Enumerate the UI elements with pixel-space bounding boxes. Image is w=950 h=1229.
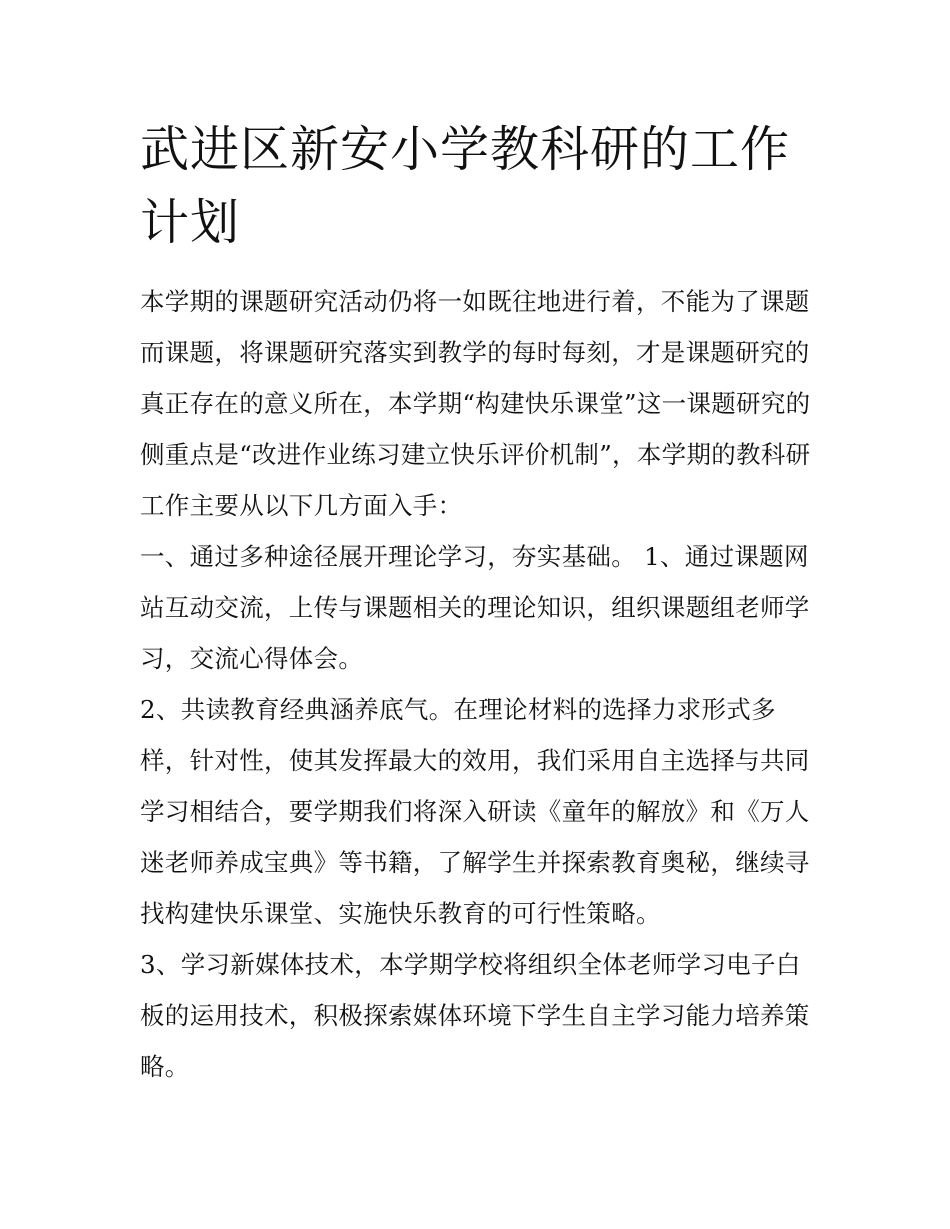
text-line: 工作主要从以下几方面入手：	[140, 491, 463, 520]
document-title	[140, 113, 840, 259]
title-line: 计划	[140, 194, 241, 251]
paragraph-section-1	[140, 537, 840, 690]
text-line: 一、通过多种途径展开理论学习，夯实基础。 1、通过课题网	[140, 542, 809, 571]
text-line: 2、共读教育经典涵养底气。在理论材料的选择力求形式多	[140, 695, 776, 724]
text-line: 本学期的课题研究活动仍将一如既往地进行着，不能为了课题	[140, 287, 810, 316]
text-line: 3、学习新媒体技术，本学期学校将组织全体老师学习电子白	[140, 950, 801, 979]
text-line: 迷老师养成宝典》等书籍，了解学生并探索教育奥秘，继续寻	[140, 848, 810, 877]
text-line: 站互动交流，上传与课题相关的理论知识，组织课题组老师学	[140, 593, 810, 622]
text-line: 侧重点是“改进作业练习建立快乐评价机制”，本学期的教科研	[140, 440, 811, 469]
text-line: 找构建快乐课堂、实施快乐教育的可行性策略。	[140, 899, 661, 928]
text-line: 而课题，将课题研究落实到教学的每时每刻，才是课题研究的	[140, 338, 810, 367]
text-line: 学习相结合，要学期我们将深入研读《童年的解放》和《万人	[140, 797, 810, 826]
title-line: 武进区新安小学教科研的工作	[140, 121, 791, 178]
text-line: 略。	[140, 1052, 190, 1081]
document-body	[140, 282, 840, 1098]
paragraph-item-2	[140, 690, 840, 945]
text-line: 习，交流心得体会。	[140, 644, 364, 673]
text-line: 真正存在的意义所在，本学期“构建快乐课堂”这一课题研究的	[140, 389, 811, 418]
text-line: 板的运用技术，积极探索媒体环境下学生自主学习能力培养策	[140, 1001, 810, 1030]
text-line: 样，针对性，使其发挥最大的效用，我们采用自主选择与共同	[140, 746, 810, 775]
paragraph-intro	[140, 282, 840, 537]
paragraph-item-3	[140, 945, 840, 1098]
